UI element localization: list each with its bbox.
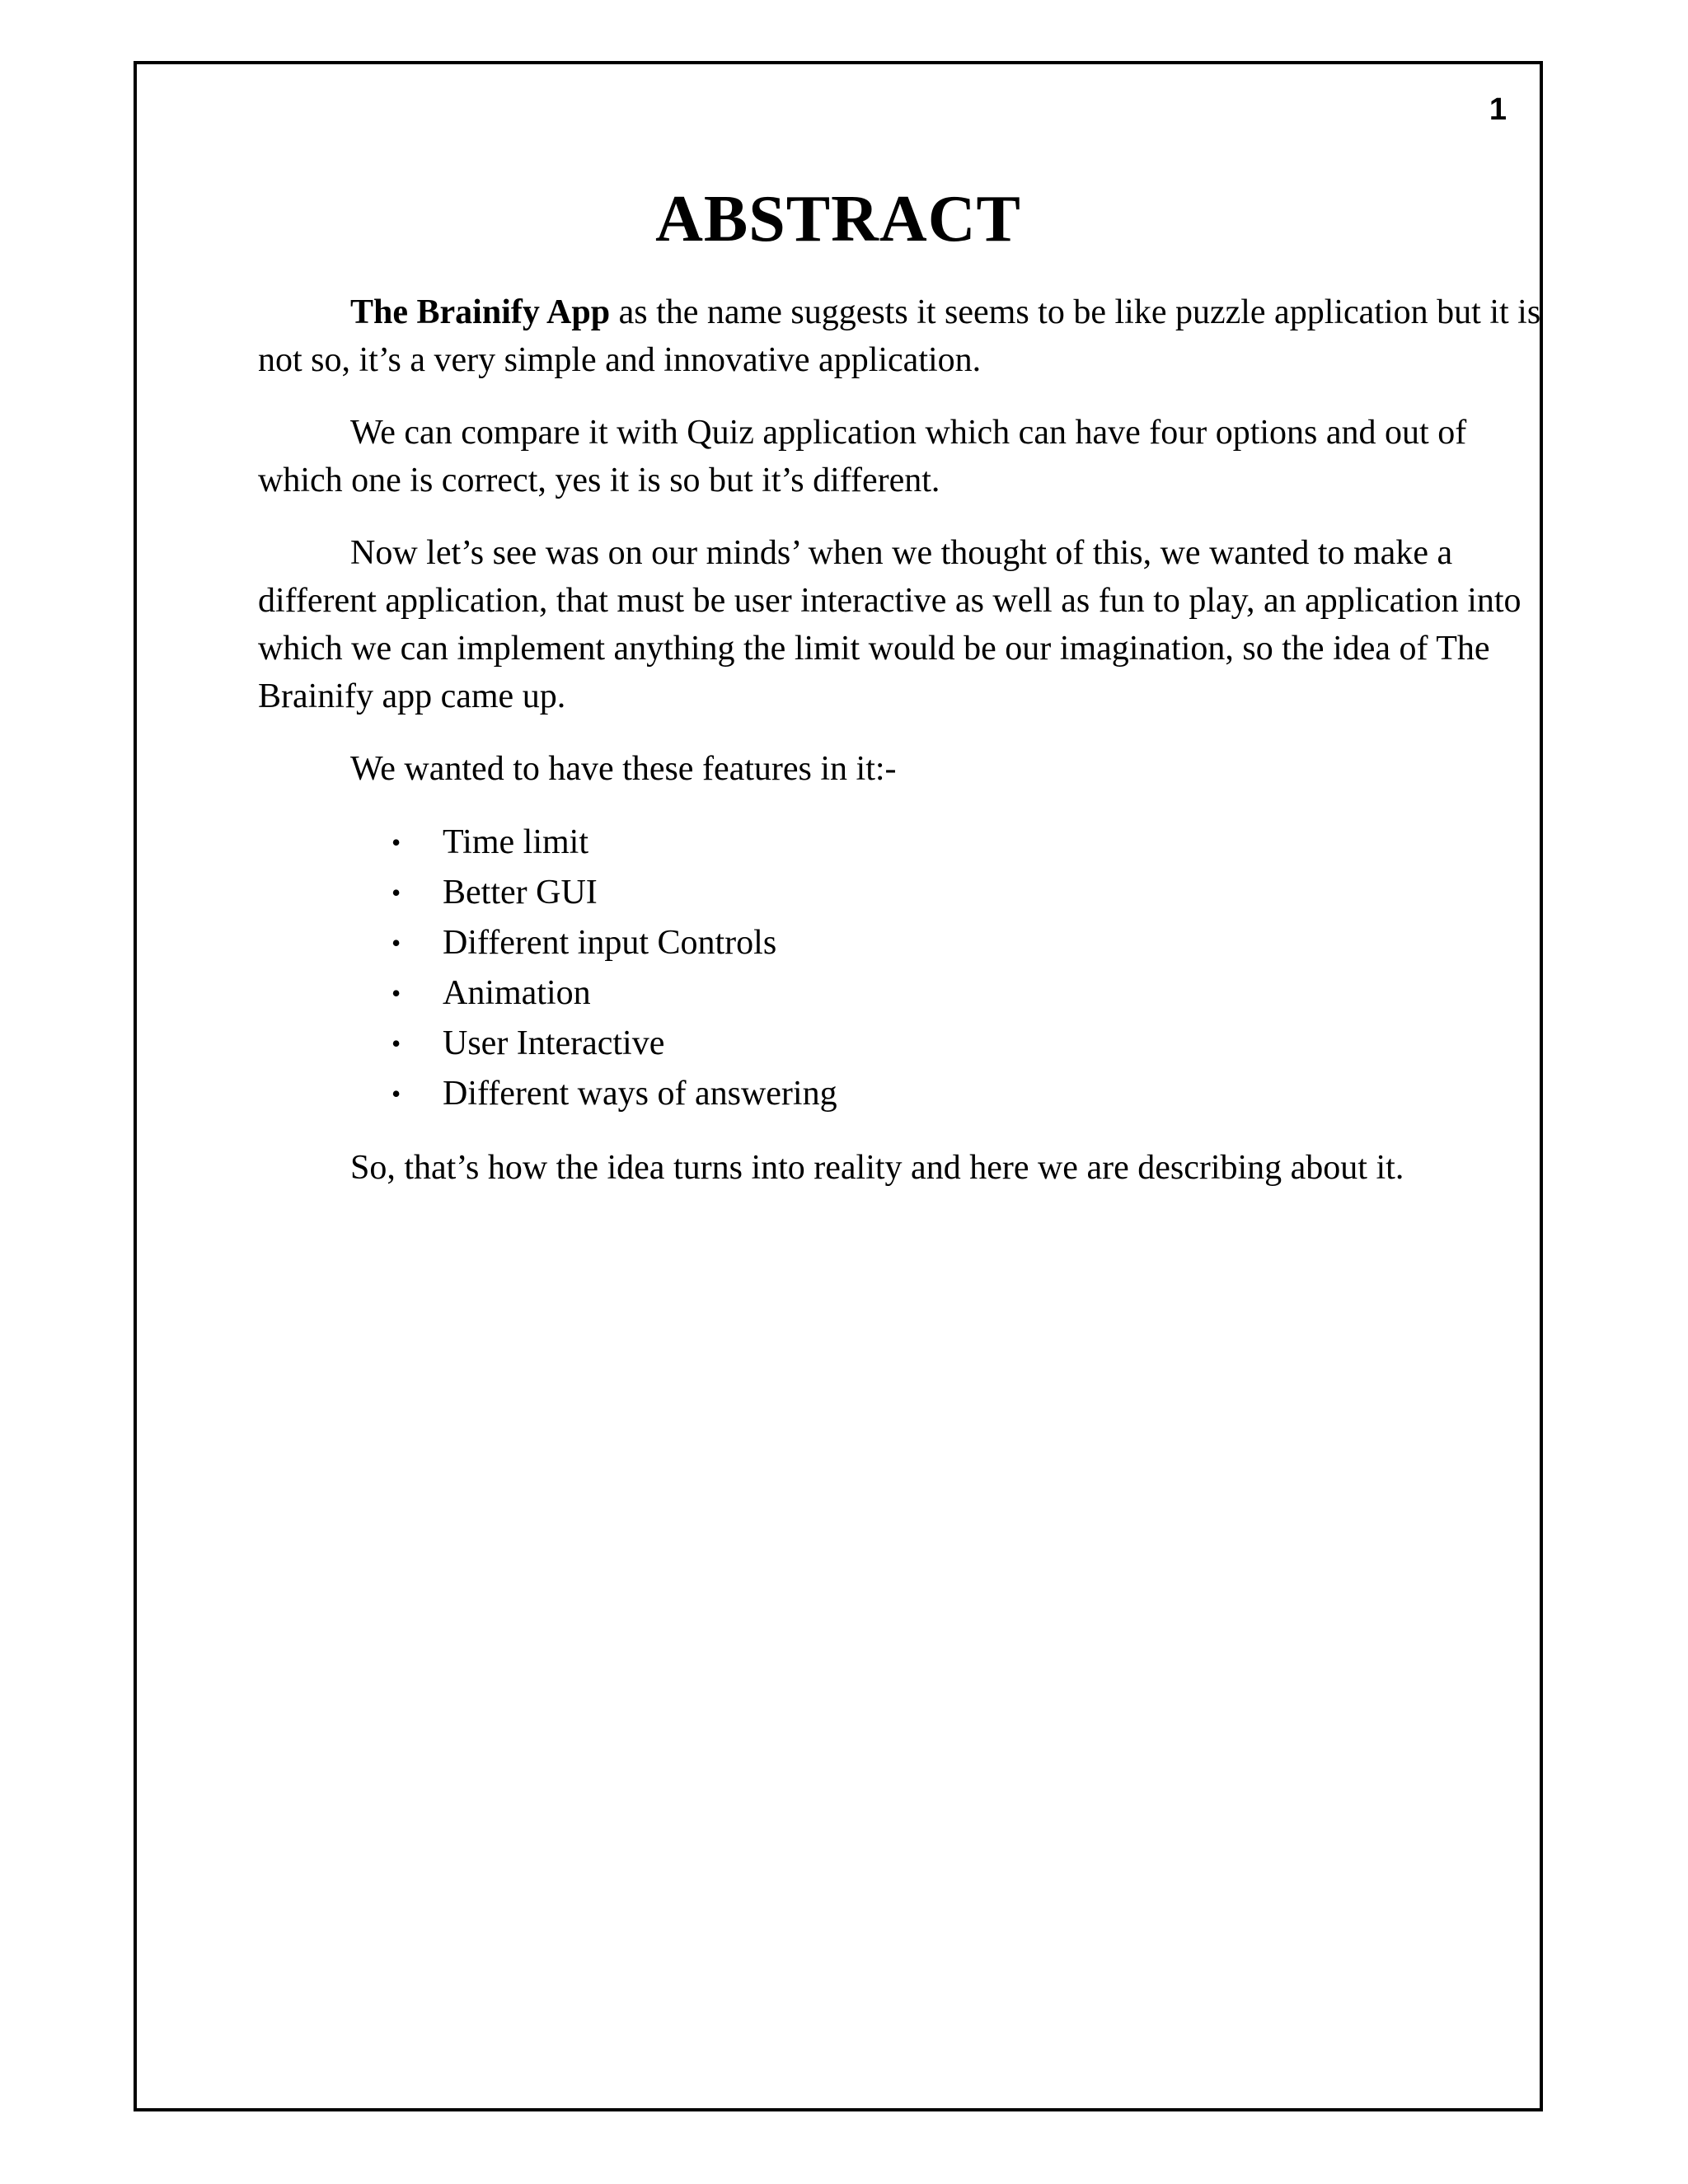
list-item <box>258 818 1544 868</box>
bullet-icon: • <box>392 1029 401 1058</box>
app-name-bold: The Brainify App <box>350 293 611 331</box>
paragraph-idea-text: Now let’s see was on our minds’ when we thought of this, we wanted to make a different application, that must be user interactive as well as fun to play, an application into which we can implement anything the limit would be our imagination, so the idea of The Brainify app came up. <box>258 534 1522 715</box>
bullet-icon: • <box>392 978 401 1008</box>
bullet-icon: • <box>392 1079 401 1108</box>
paragraph-intro-text: as the name suggests it seems to be like puzzle application but it is not so, it’s a very simple and innovative application. <box>258 293 1541 379</box>
features-list <box>258 818 1544 1119</box>
page-number: 1 <box>1489 92 1507 127</box>
bullet-icon: • <box>392 827 401 857</box>
feature-label: Different ways of answering <box>443 1075 837 1113</box>
feature-label: Animation <box>443 974 591 1012</box>
feature-label: User Interactive <box>443 1024 665 1062</box>
paragraph-intro <box>258 288 1544 384</box>
paragraph-idea <box>258 529 1544 720</box>
paragraph-compare <box>258 409 1544 504</box>
abstract-body <box>258 288 1544 1192</box>
list-item <box>258 968 1544 1019</box>
list-item <box>258 1069 1544 1119</box>
page-title: ABSTRACT <box>655 183 1021 255</box>
paragraph-closing: So, that’s how the idea turns into reality and here we are describing about it. <box>350 1149 1404 1187</box>
paragraph-compare-text: We can compare it with Quiz application which can have four options and out of which one is correct, yes it is so but it’s different. <box>258 414 1467 499</box>
bullet-icon: • <box>392 928 401 958</box>
feature-label: Different input Controls <box>443 924 777 962</box>
page-border <box>134 61 1543 2111</box>
feature-label: Better GUI <box>443 874 598 912</box>
list-item <box>258 868 1544 918</box>
list-item <box>258 918 1544 968</box>
bullet-icon: • <box>392 878 401 907</box>
list-item <box>258 1019 1544 1069</box>
feature-label: Time limit <box>443 823 589 861</box>
features-intro: We wanted to have these features in it:- <box>350 750 897 788</box>
